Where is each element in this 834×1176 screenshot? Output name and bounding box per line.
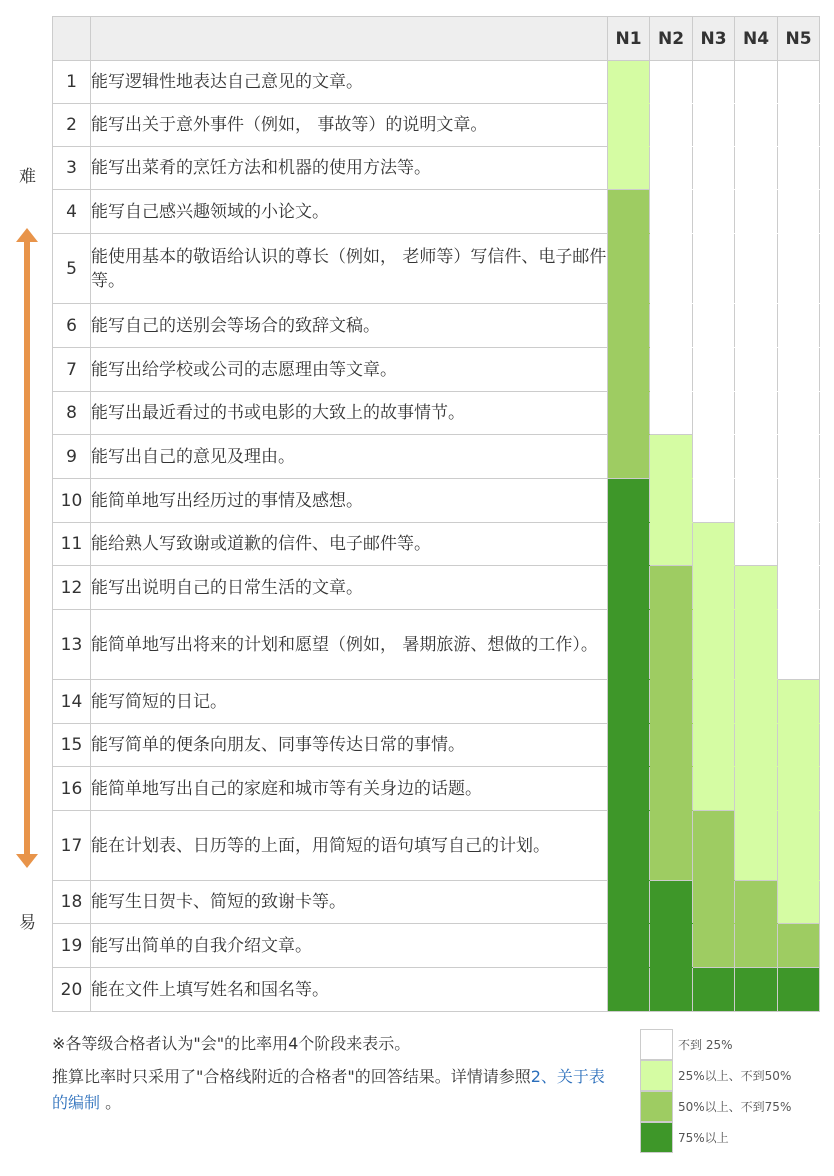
level-n3-cell [693, 104, 735, 147]
level-n3-cell [693, 724, 735, 767]
level-n4-cell [735, 968, 778, 1012]
row-description: 能简单地写出经历过的事情及感想。 [91, 479, 608, 523]
row-description: 能写简单的便条向朋友、同事等传达日常的事情。 [91, 724, 608, 767]
level-n5-cell [778, 348, 820, 392]
level-n3-cell [693, 61, 735, 104]
level-n5-cell [778, 968, 820, 1012]
level-n3-cell [693, 881, 735, 924]
table-row [53, 968, 820, 1012]
row-description: 能写简短的日记。 [91, 680, 608, 724]
level-n5-cell [778, 190, 820, 234]
note-line-2 [52, 1064, 612, 1116]
row-number: 19 [53, 924, 91, 968]
row-number: 16 [53, 767, 91, 811]
legend-item [640, 1060, 820, 1091]
level-n2-cell [650, 881, 693, 924]
header-level-n1: N1 [608, 17, 650, 61]
row-description: 能写生日贺卡、简短的致谢卡等。 [91, 881, 608, 924]
level-n5-cell [778, 767, 820, 811]
legend-swatch [640, 1060, 673, 1091]
table-row [53, 392, 820, 435]
level-n3-cell [693, 479, 735, 523]
level-n3-cell [693, 924, 735, 968]
level-n2-cell [650, 147, 693, 190]
table-row [53, 348, 820, 392]
level-n1-cell [608, 881, 650, 924]
level-n2-cell [650, 968, 693, 1012]
level-n3-cell [693, 767, 735, 811]
legend-label: 25%以上、不到50% [678, 1069, 792, 1083]
level-n2-cell [650, 435, 693, 479]
level-n2-cell [650, 680, 693, 724]
row-number: 2 [53, 104, 91, 147]
difficulty-arrow-icon [16, 228, 38, 868]
legend-swatch [640, 1122, 673, 1153]
note-line-1: ※各等级合格者认为"会"的比率用4个阶段来表示。 [52, 1034, 411, 1053]
level-n1-cell [608, 968, 650, 1012]
level-n5-cell [778, 680, 820, 724]
row-number: 10 [53, 479, 91, 523]
level-n1-cell [608, 724, 650, 767]
level-n1-cell [608, 924, 650, 968]
level-n4-cell [735, 190, 778, 234]
level-n5-cell [778, 304, 820, 348]
level-n4-cell [735, 767, 778, 811]
table-row [53, 881, 820, 924]
level-n4-cell [735, 147, 778, 190]
level-n1-cell [608, 147, 650, 190]
table-row [53, 924, 820, 968]
level-n1-cell [608, 767, 650, 811]
row-number: 7 [53, 348, 91, 392]
level-n1-cell [608, 304, 650, 348]
level-n3-cell [693, 392, 735, 435]
level-n5-cell [778, 924, 820, 968]
header-num-cell [53, 17, 91, 61]
table-row [53, 566, 820, 610]
row-description: 能简单地写出自己的家庭和城市等有关身边的话题。 [91, 767, 608, 811]
difficulty-easy-label: 易 [19, 913, 36, 933]
note-line-2-text: 推算比率时只采用了"合格线附近的合格者"的回答结果。详情请参照 [52, 1067, 531, 1086]
difficulty-hard-label: 难 [19, 167, 36, 187]
row-number: 1 [53, 61, 91, 104]
level-n4-cell [735, 61, 778, 104]
table-header-row [53, 17, 820, 61]
level-n1-cell [608, 523, 650, 566]
level-n2-cell [650, 304, 693, 348]
level-n1-cell [608, 392, 650, 435]
table-compilation-link[interactable]: 2、关于表的编制 [52, 1067, 605, 1112]
table-row [53, 479, 820, 523]
table-row [53, 811, 820, 881]
level-n5-cell [778, 147, 820, 190]
level-n2-cell [650, 924, 693, 968]
level-n2-cell [650, 190, 693, 234]
table-row [53, 767, 820, 811]
level-n1-cell [608, 566, 650, 610]
row-description: 能写出最近看过的书或电影的大致上的故事情节。 [91, 392, 608, 435]
table-row [53, 147, 820, 190]
header-level-n4: N4 [735, 17, 778, 61]
level-n5-cell [778, 104, 820, 147]
legend-swatch [640, 1029, 673, 1060]
level-n1-cell [608, 61, 650, 104]
level-n4-cell [735, 234, 778, 304]
row-number: 20 [53, 968, 91, 1012]
level-n3-cell [693, 190, 735, 234]
level-n5-cell [778, 479, 820, 523]
level-n2-cell [650, 392, 693, 435]
table-row [53, 304, 820, 348]
level-n3-cell [693, 348, 735, 392]
level-n3-cell [693, 234, 735, 304]
row-description: 能简单地写出将来的计划和愿望（例如， 暑期旅游、想做的工作）。 [91, 610, 608, 680]
level-n3-cell [693, 435, 735, 479]
table-row [53, 61, 820, 104]
row-number: 11 [53, 523, 91, 566]
legend-item [640, 1091, 820, 1122]
level-n4-cell [735, 304, 778, 348]
row-number: 5 [53, 234, 91, 304]
level-n1-cell [608, 348, 650, 392]
row-description: 能写出给学校或公司的志愿理由等文章。 [91, 348, 608, 392]
level-n1-cell [608, 610, 650, 680]
legend-label: 50%以上、不到75% [678, 1100, 792, 1114]
header-level-n2: N2 [650, 17, 693, 61]
level-n5-cell [778, 881, 820, 924]
level-n1-cell [608, 479, 650, 523]
level-n4-cell [735, 523, 778, 566]
level-n4-cell [735, 392, 778, 435]
row-description: 能写逻辑性地表达自己意见的文章。 [91, 61, 608, 104]
level-n4-cell [735, 724, 778, 767]
row-description: 能写出自己的意见及理由。 [91, 435, 608, 479]
row-description: 能给熟人写致谢或道歉的信件、电子邮件等。 [91, 523, 608, 566]
level-n3-cell [693, 304, 735, 348]
row-description: 能使用基本的敬语给认识的尊长（例如， 老师等）写信件、电子邮件等。 [91, 234, 608, 304]
row-description: 能写自己感兴趣领域的小论文。 [91, 190, 608, 234]
table-row [53, 234, 820, 304]
table-row [53, 523, 820, 566]
row-description: 能写自己的送别会等场合的致辞文稿。 [91, 304, 608, 348]
level-n2-cell [650, 811, 693, 881]
row-number: 9 [53, 435, 91, 479]
level-n2-cell [650, 523, 693, 566]
table-row [53, 435, 820, 479]
level-n4-cell [735, 610, 778, 680]
level-n1-cell [608, 234, 650, 304]
row-number: 6 [53, 304, 91, 348]
level-n5-cell [778, 61, 820, 104]
level-n4-cell [735, 680, 778, 724]
row-description: 能写出简单的自我介绍文章。 [91, 924, 608, 968]
level-n2-cell [650, 767, 693, 811]
row-number: 14 [53, 680, 91, 724]
legend-item [640, 1029, 820, 1060]
level-n5-cell [778, 610, 820, 680]
level-n2-cell [650, 724, 693, 767]
row-number: 18 [53, 881, 91, 924]
row-number: 4 [53, 190, 91, 234]
row-number: 8 [53, 392, 91, 435]
level-n4-cell [735, 479, 778, 523]
level-n3-cell [693, 811, 735, 881]
level-n2-cell [650, 566, 693, 610]
level-n4-cell [735, 104, 778, 147]
level-n2-cell [650, 348, 693, 392]
level-n4-cell [735, 566, 778, 610]
row-number: 3 [53, 147, 91, 190]
row-number: 13 [53, 610, 91, 680]
level-n1-cell [608, 435, 650, 479]
row-number: 17 [53, 811, 91, 881]
row-description: 能写出菜肴的烹饪方法和机器的使用方法等。 [91, 147, 608, 190]
level-n3-cell [693, 147, 735, 190]
level-n5-cell [778, 435, 820, 479]
level-n2-cell [650, 104, 693, 147]
level-n3-cell [693, 610, 735, 680]
legend-label: 75%以上 [678, 1131, 729, 1145]
level-n3-cell [693, 968, 735, 1012]
table-row [53, 190, 820, 234]
level-n4-cell [735, 435, 778, 479]
level-n5-cell [778, 566, 820, 610]
table-row [53, 104, 820, 147]
level-n5-cell [778, 523, 820, 566]
row-number: 15 [53, 724, 91, 767]
legend-item [640, 1122, 820, 1153]
header-desc-cell [91, 17, 608, 61]
level-n4-cell [735, 348, 778, 392]
level-n3-cell [693, 566, 735, 610]
legend-swatch [640, 1091, 673, 1122]
row-number: 12 [53, 566, 91, 610]
level-n2-cell [650, 479, 693, 523]
level-n3-cell [693, 523, 735, 566]
level-n5-cell [778, 234, 820, 304]
header-level-n5: N5 [778, 17, 820, 61]
table-row [53, 724, 820, 767]
level-n2-cell [650, 61, 693, 104]
level-n3-cell [693, 680, 735, 724]
legend-label: 不到 25% [678, 1038, 733, 1052]
level-n1-cell [608, 190, 650, 234]
can-do-table [52, 16, 820, 1012]
header-level-n3: N3 [693, 17, 735, 61]
level-n2-cell [650, 234, 693, 304]
row-description: 能写出说明自己的日常生活的文章。 [91, 566, 608, 610]
level-n4-cell [735, 881, 778, 924]
level-n2-cell [650, 610, 693, 680]
level-n4-cell [735, 811, 778, 881]
row-description: 能写出关于意外事件（例如， 事故等）的说明文章。 [91, 104, 608, 147]
table-row [53, 680, 820, 724]
level-n1-cell [608, 811, 650, 881]
table-row [53, 610, 820, 680]
level-n5-cell [778, 811, 820, 881]
row-description: 能在文件上填写姓名和国名等。 [91, 968, 608, 1012]
level-n5-cell [778, 724, 820, 767]
level-n5-cell [778, 392, 820, 435]
row-description: 能在计划表、日历等的上面，用简短的语句填写自己的计划。 [91, 811, 608, 881]
note-line-2-tail: 。 [100, 1093, 122, 1112]
level-n1-cell [608, 104, 650, 147]
level-n4-cell [735, 924, 778, 968]
level-n1-cell [608, 680, 650, 724]
